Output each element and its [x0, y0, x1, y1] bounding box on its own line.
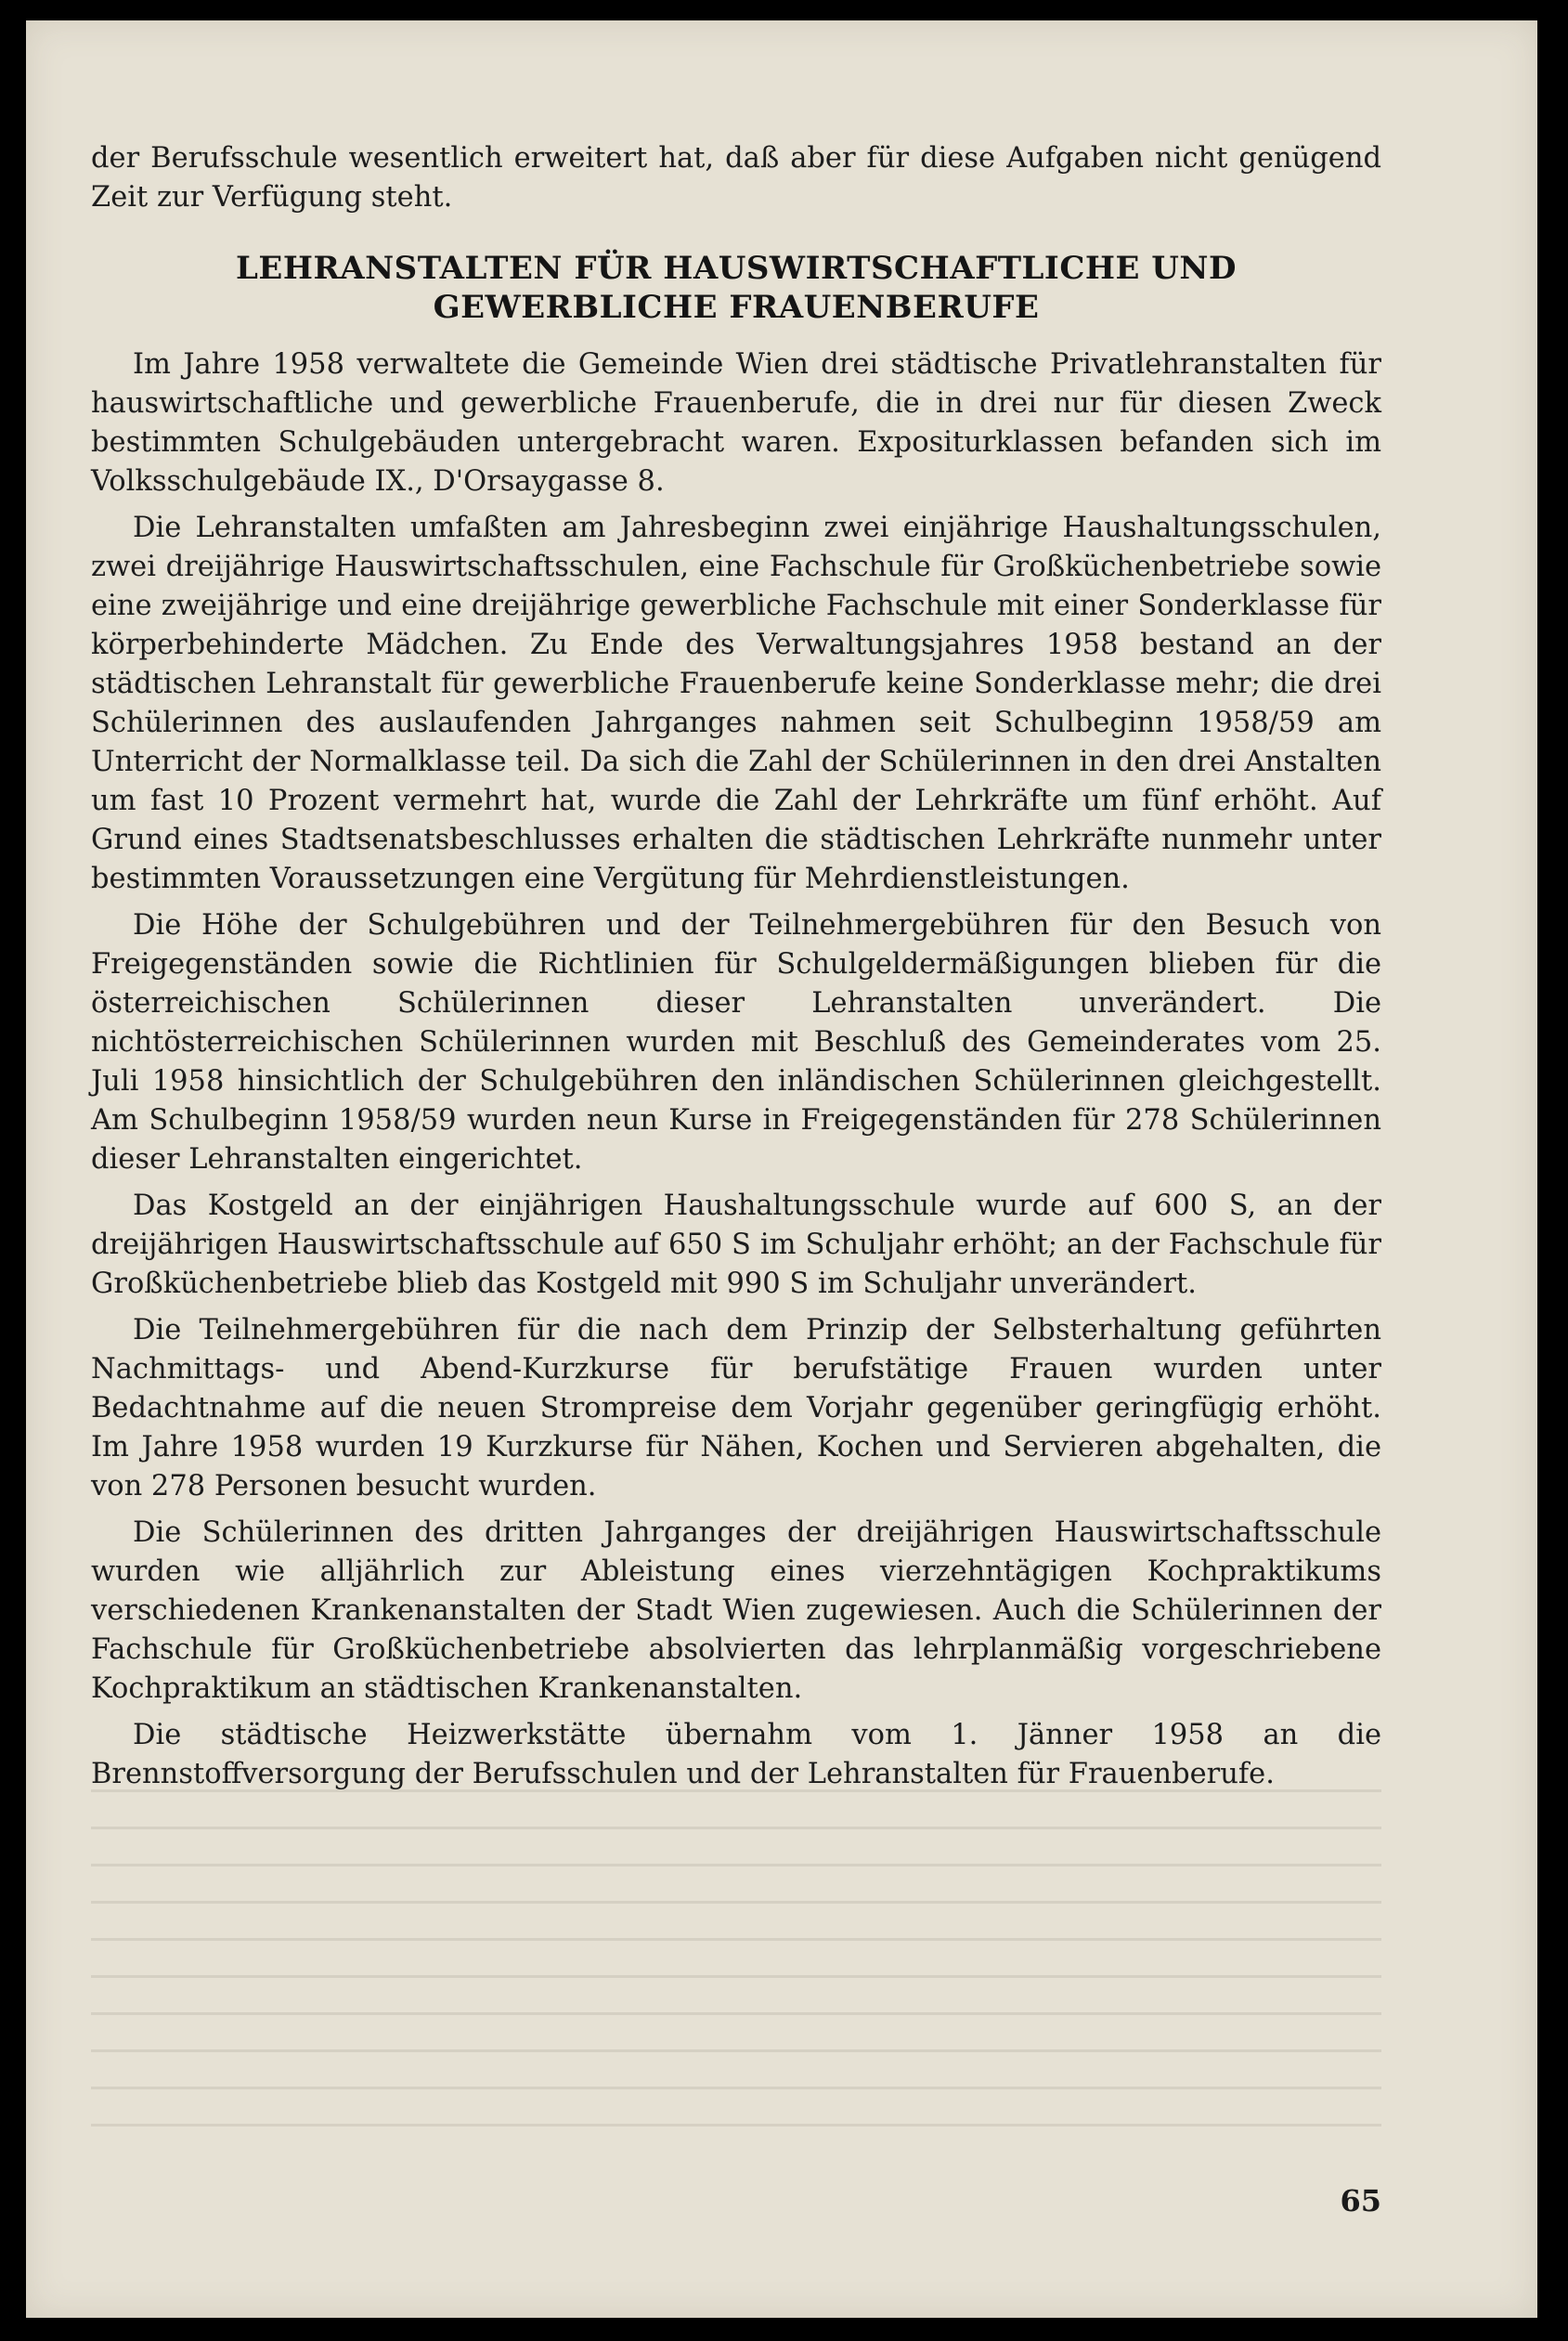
bleed-through-texture — [91, 1789, 1381, 2179]
paragraph-7: Die städtische Heizwerkstätte übernahm vom 1. Jänner 1958 an die Brennstoffversorgung der Berufsschulen und der Lehranstalten für Frauenberufe. — [91, 1719, 1381, 1790]
paragraph-3: Die Höhe der Schulgebühren und der Teilnehmergebühren für den Besuch von Freigegenständen sowie die Richtlinien für Schulgeldermäßigungen blieben für die österreichischen Schülerinnen dieser Lehranstalten unverändert. Die nichtösterreichischen Schülerinnen wurden mit Beschluß des Gemeinderates vom 25. Juli 1958 hinsichtlich der Schulgebühren den inländischen Schülerinnen gleichgestellt. Am Schulbeginn 1958/59 wurden neun Kurse in Freigegenständen für 278 Schülerinnen dieser Lehranstalten eingerichtet. — [91, 909, 1381, 1176]
document-page — [26, 20, 1537, 2318]
paragraph-5: Die Teilnehmergebühren für die nach dem Prinzip der Selbsterhaltung geführten Nachmittags- und Abend-Kurzkurse für berufstätige Frauen wurden unter Bedachtnahme auf die neuen Strompreise dem Vorjahr gegenüber geringfügig erhöht. Im Jahre 1958 wurden 19 Kurzkurse für Nähen, Kochen und Servieren abgehalten, die von 278 Personen besucht wurden. — [91, 1314, 1381, 1502]
section-heading: LEHRANSTALTEN FÜR HAUSWIRTSCHAFTLICHE UND GEWERBLICHE FRAUENBERUFE — [236, 250, 1237, 326]
body-text — [91, 139, 1381, 1801]
page-number: 65 — [1340, 2183, 1381, 2218]
paragraph-2: Die Lehranstalten umfaßten am Jahresbeginn zwei einjährige Haushaltungsschulen, zwei dreijährige Hauswirtschaftsschulen, eine Fachschule für Großküchenbetriebe sowie eine zweijährige und eine dreijährige gewerbliche Fachschule mit einer Sonderklasse für körperbehinderte Mädchen. Zu Ende des Verwaltungsjahres 1958 bestand an der städtischen Lehranstalt für gewerbliche Frauenberufe keine Sonderklasse mehr; die drei Schülerinnen des auslaufenden Jahrganges nahmen seit Schulbeginn 1958/59 am Unterricht der Normalklasse teil. Da sich die Zahl der Schülerinnen in den drei Anstalten um fast 10 Prozent vermehrt hat, wurde die Zahl der Lehrkräfte um fünf erhöht. Auf Grund eines Stadtsenatsbeschlusses erhalten die städtischen Lehrkräfte nunmehr unter bestimmten Voraussetzungen eine Vergütung für Mehrdienstleistungen. — [91, 512, 1381, 895]
paragraph-1: Im Jahre 1958 verwaltete die Gemeinde Wien drei städtische Privatlehranstalten für hauswirtschaftliche und gewerbliche Frauenberufe, die in drei nur für diesen Zweck bestimmten Schulgebäuden untergebracht waren. Expositurklassen befanden sich im Volksschulgebäude IX., D'Orsaygasse 8. — [91, 348, 1381, 498]
paragraph-6: Die Schülerinnen des dritten Jahrganges der dreijährigen Hauswirtschaftsschule wurden wie alljährlich zur Ableistung eines vierzehntägigen Kochpraktikums verschiedenen Krankenanstalten der Stadt Wien zugewiesen. Auch die Schülerinnen der Fachschule für Großküchenbetriebe absolvierten das lehrplanmäßig vorgeschriebene Kochpraktikum an städtischen Krankenanstalten. — [91, 1516, 1381, 1705]
paragraph-4: Das Kostgeld an der einjährigen Haushaltungsschule wurde auf 600 S, an der dreijährigen Hauswirtschaftsschule auf 650 S im Schuljahr erhöht; an der Fachschule für Großküchenbetriebe blieb das Kostgeld mit 990 S im Schuljahr unverändert. — [91, 1190, 1381, 1300]
opening-paragraph: der Berufsschule wesentlich erweitert hat, daß aber für diese Aufgaben nicht genügend Zeit zur Verfügung steht. — [91, 142, 1381, 214]
